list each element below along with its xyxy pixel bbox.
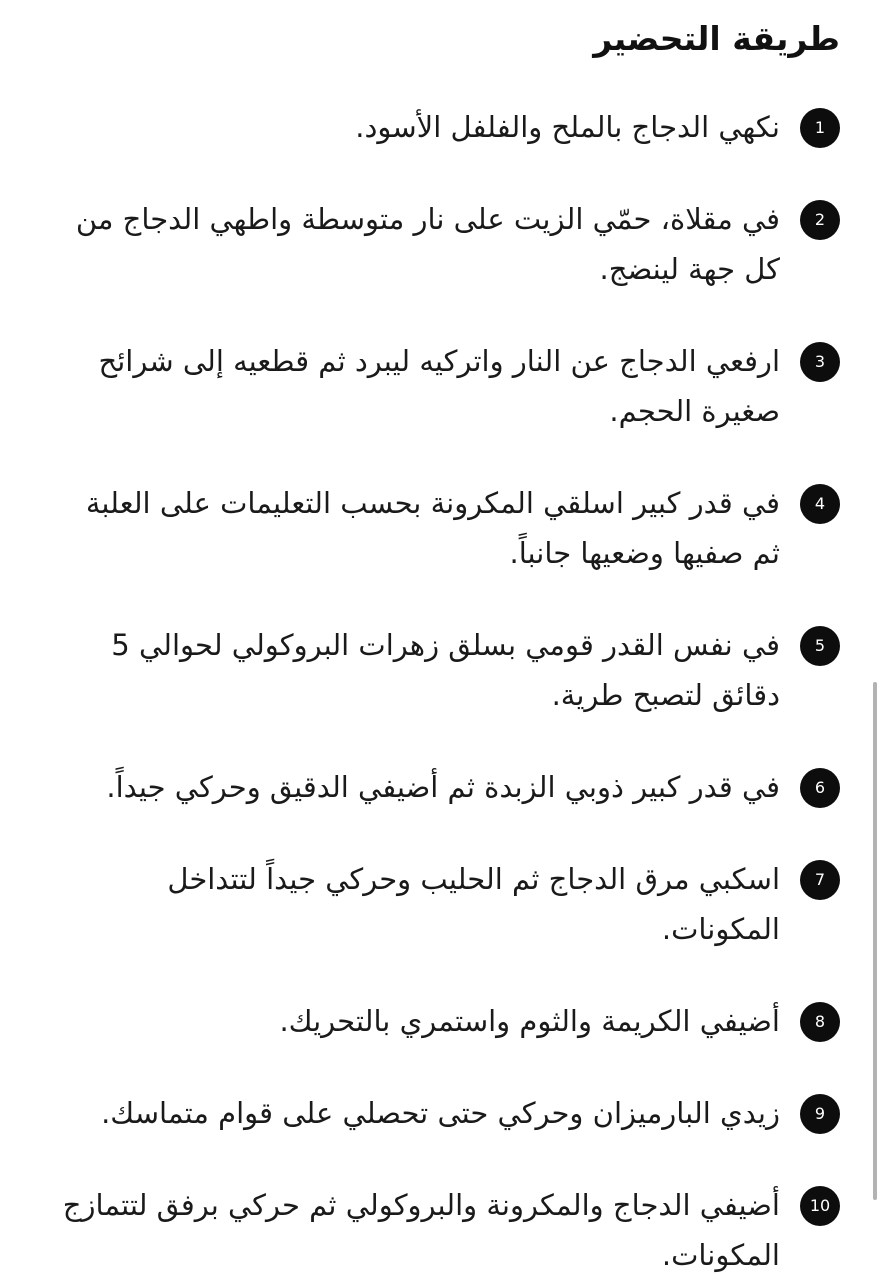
step-item	[40, 1180, 840, 1280]
step-text: ارفعي الدجاج عن النار واتركيه ليبرد ثم قطعيه إلى شرائح صغيرة الحجم.	[98, 344, 780, 428]
step-item	[40, 620, 840, 720]
step-number-badge: 5	[800, 626, 840, 666]
step-number-badge: 1	[800, 108, 840, 148]
step-text: في قدر كبير ذوبي الزبدة ثم أضيفي الدقيق وحركي جيداً.	[106, 770, 780, 804]
step-number-badge: 3	[800, 342, 840, 382]
step-text: أضيفي الكريمة والثوم واستمري بالتحريك.	[279, 1004, 780, 1038]
step-number-badge: 8	[800, 1002, 840, 1042]
step-number-badge: 6	[800, 768, 840, 808]
step-text: زيدي البارميزان وحركي حتى تحصلي على قوام متماسك.	[101, 1096, 780, 1130]
step-text: اسكبي مرق الدجاج ثم الحليب وحركي جيداً لتتداخل المكونات.	[167, 862, 780, 946]
step-item	[40, 996, 840, 1046]
step-item	[40, 762, 840, 812]
vertical-scrollbar[interactable]	[873, 682, 877, 1200]
step-number-badge: 4	[800, 484, 840, 524]
step-item	[40, 1088, 840, 1138]
step-text: نكهي الدجاج بالملح والفلفل الأسود.	[355, 110, 780, 144]
step-text: في قدر كبير اسلقي المكرونة بحسب التعليمات على العلبة ثم صفيها وضعيها جانباً.	[85, 486, 780, 570]
step-text: أضيفي الدجاج والمكرونة والبروكولي ثم حركي برفق لتتمازج المكونات.	[62, 1188, 780, 1272]
section-title: طريقة التحضير	[593, 19, 840, 58]
step-text: في نفس القدر قومي بسلق زهرات البروكولي لحوالي 5 دقائق لتصبح طرية.	[111, 628, 780, 712]
step-number-badge: 2	[800, 200, 840, 240]
step-item	[40, 102, 840, 152]
steps-list	[40, 102, 840, 1280]
step-item	[40, 854, 840, 954]
step-number-badge: 10	[800, 1186, 840, 1226]
step-number-badge: 7	[800, 860, 840, 900]
step-item	[40, 194, 840, 294]
step-item	[40, 478, 840, 578]
step-text: في مقلاة، حمّي الزيت على نار متوسطة واطهي الدجاج من كل جهة لينضج.	[75, 202, 780, 286]
step-item	[40, 336, 840, 436]
step-number-badge: 9	[800, 1094, 840, 1134]
